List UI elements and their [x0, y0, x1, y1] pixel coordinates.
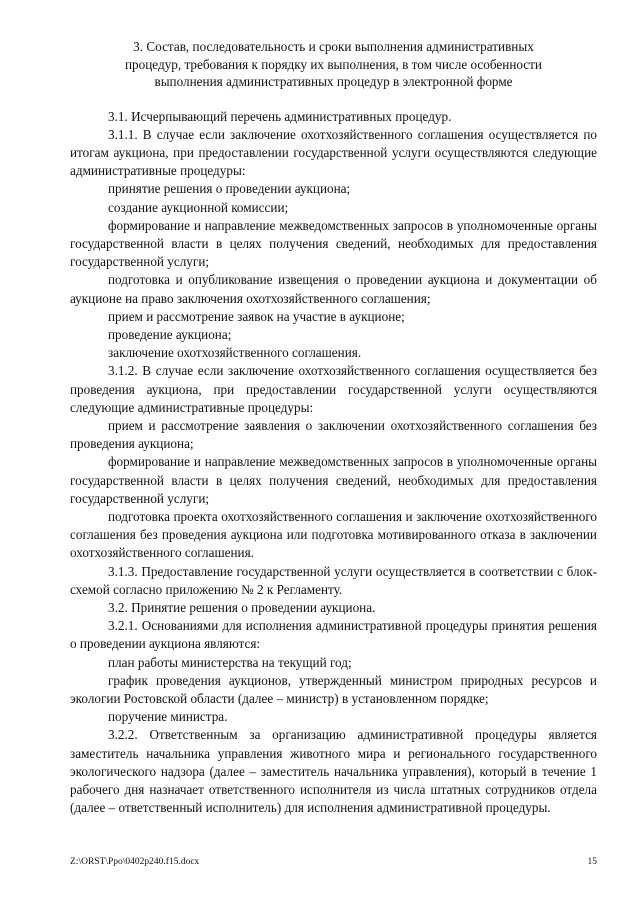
heading-line: 3. Состав, последовательность и сроки выполнения административных — [133, 39, 534, 54]
paragraph-3-2-2: 3.2.2. Ответственным за организацию административной процедуры является заместитель начальника управления животного мира и регионального государственного экологического надзора (далее – заместитель начальника управления), который в течение 1 рабочего дня назначает ответственного исполнителя из числа штатных сотрудников отдела (далее – ответственный исполнитель) для исполнения административной процедуры. — [70, 727, 597, 816]
heading-line: выполнения административных процедур в электронной форме — [154, 74, 513, 89]
paragraph-3-1-3: 3.1.3. Предоставление государственной услуги осуществляется в соответствии с блок-схемой согласно приложению № 2 к Регламенту. — [70, 563, 597, 597]
list-item: проведение аукциона; — [108, 326, 232, 342]
list-item: график проведения аукционов, утвержденный министром природных ресурсов и экологии Ростовской области (далее – министр) в установленном порядке; — [70, 672, 597, 706]
paragraph-3-2: 3.2. Принятие решения о проведении аукциона. — [108, 599, 376, 615]
list-item: прием и рассмотрение заявок на участие в аукционе; — [108, 308, 405, 324]
paragraph-3-1: 3.1. Исчерпывающий перечень административных процедур. — [108, 108, 452, 124]
list-item: заключение охотхозяйственного соглашения. — [108, 345, 362, 361]
list-item: поручение министра. — [108, 709, 228, 725]
paragraph-3-1-1: 3.1.1. В случае если заключение охотхозяйственного соглашения осуществляется по итогам аукциона, при предоставлении государственной услуги осуществляются следующие административные процедуры: — [70, 126, 597, 179]
heading-line: процедур, требования к порядку их выполнения, в том числе особенности — [125, 56, 542, 72]
paragraph-3-1-2: 3.1.2. В случае если заключение охотхозяйственного соглашения осуществляется без проведения аукциона, при предоставлении государственной услуги осуществляются следующие административные процедуры: — [70, 363, 597, 415]
section-heading — [70, 38, 597, 91]
page-number: 15 — [587, 857, 597, 867]
list-item: формирование и направление межведомственных запросов в уполномоченные органы государственной власти в целях получения сведений, необходимых для предоставления государственной услуги; — [70, 217, 597, 270]
file-path: Z:\ORST\Ppo\0402p240.f15.docx — [70, 857, 200, 867]
body-text — [70, 108, 597, 818]
document-page — [70, 38, 597, 817]
list-item: формирование и направление межведомственных запросов в уполномоченные органы государственной власти в целях получения сведений, необходимых для предоставления государственной услуги; — [70, 454, 597, 506]
paragraph-3-2-1: 3.2.1. Основаниями для исполнения административной процедуры принятия решения о проведении аукциона являются: — [70, 618, 597, 652]
list-item: создание аукционной комиссии; — [108, 199, 289, 215]
list-item: план работы министерства на текущий год; — [108, 654, 352, 670]
list-item: подготовка и опубликование извещения о проведении аукциона и документации об аукционе на право заключения охотхозяйственного соглашения; — [70, 272, 597, 306]
list-item: принятие решения о проведении аукциона; — [108, 181, 351, 197]
list-item: прием и рассмотрение заявления о заключении охотхозяйственного соглашения без проведения аукциона; — [70, 417, 597, 452]
list-item: подготовка проекта охотхозяйственного соглашения и заключение охотхозяйственного соглашения без проведения аукциона или подготовка мотивированного отказа в заключении охотхозяйственного соглашения. — [70, 508, 597, 561]
